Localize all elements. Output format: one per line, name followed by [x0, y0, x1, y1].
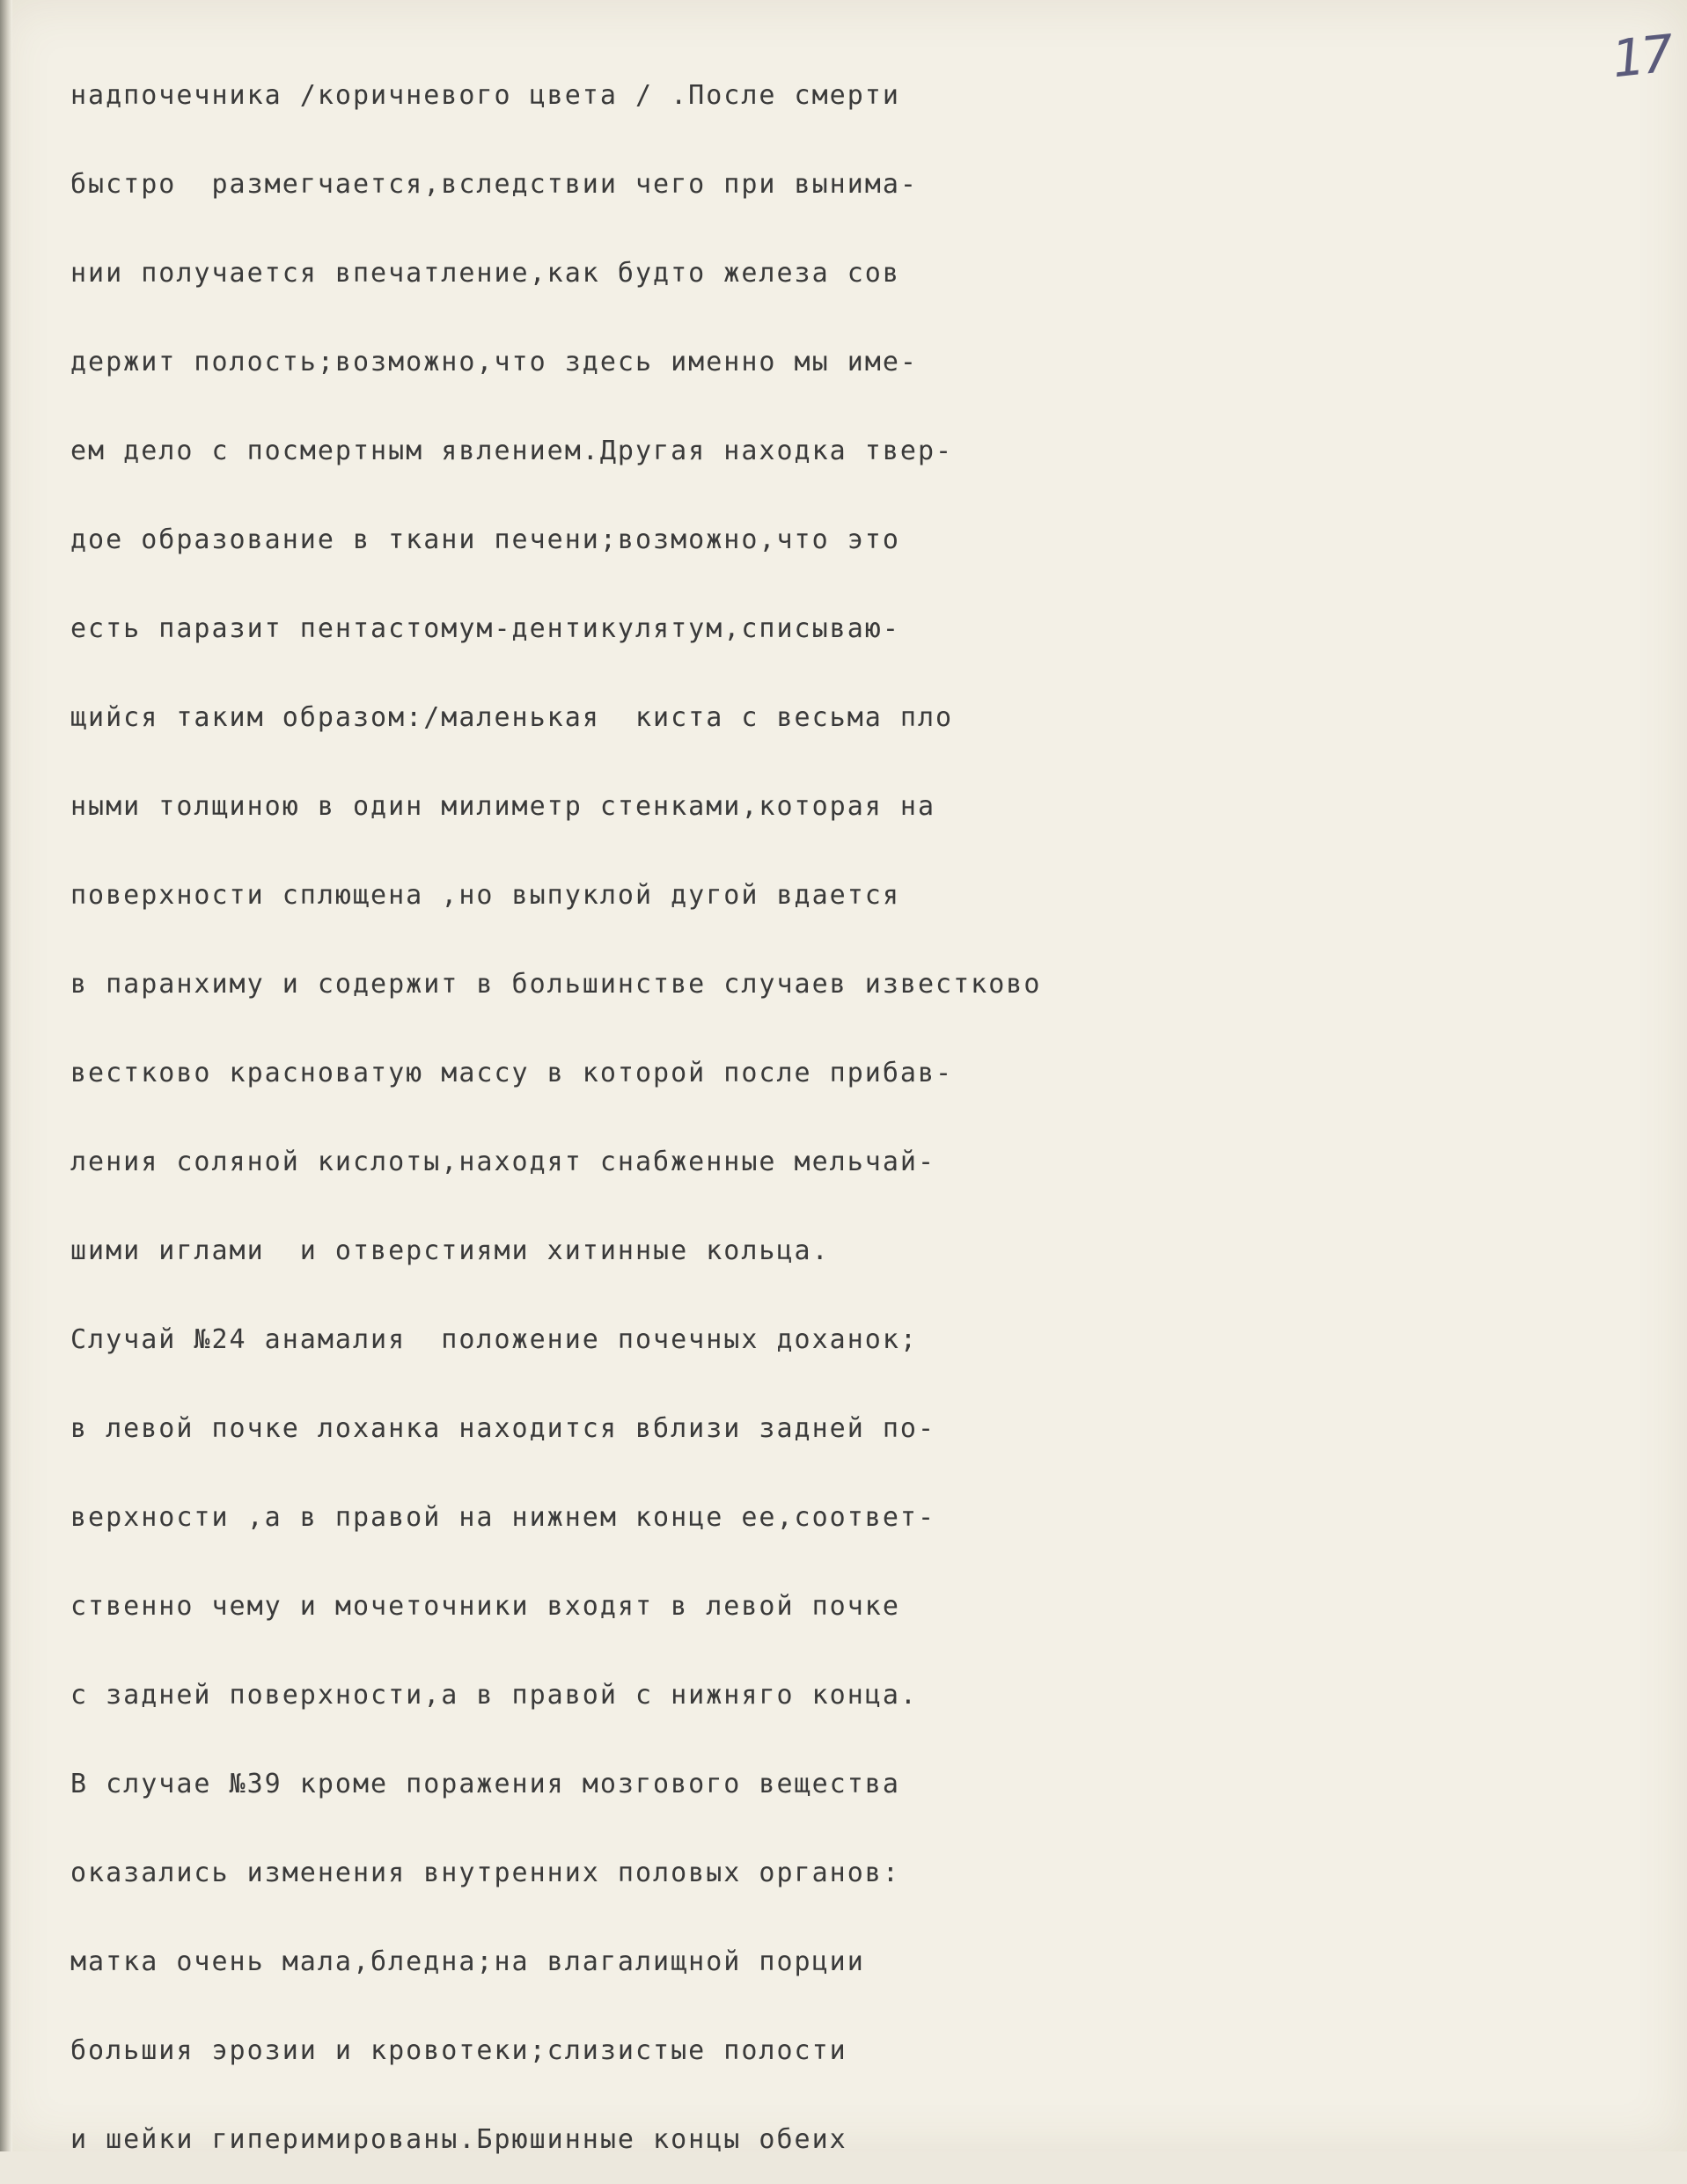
- text-line: щийся таким образом:/маленькая киста с весьма пло: [70, 702, 954, 733]
- typewritten-text: [70, 51, 1681, 2184]
- text-line: держит полость;возможно,что здесь именно мы име-: [70, 347, 918, 377]
- text-line: ственно чему и мочеточники входят в левой почке: [70, 1591, 900, 1622]
- text-line: вестково красноватую массу в которой после прибав-: [70, 1058, 954, 1088]
- text-line: быстро размегчается,вследствии чего при вынима-: [70, 169, 918, 200]
- text-line: оказались изменения внутренних половых органов:: [70, 1858, 900, 1888]
- text-line: поверхности сплющена ,но выпуклой дугой вдается: [70, 880, 900, 911]
- text-line: Случай №24 анамалия положение почечных доханок;: [70, 1324, 918, 1355]
- text-line: надпочечника /коричневого цвета / .После смерти: [70, 80, 900, 111]
- text-line: с задней поверхности,а в правой с нижняго конца.: [70, 1680, 918, 1711]
- text-line: в левой почке лоханка находится вблизи задней по-: [70, 1413, 936, 1444]
- text-line: есть паразит пентастомум-дентикулятум,списываю-: [70, 613, 900, 644]
- text-line: большия эрозии и кровотеки;слизистые полости: [70, 2035, 847, 2066]
- text-line: и шейки гиперимированы.Брюшинные концы обеих: [70, 2124, 847, 2155]
- handwritten-page-number: 17: [1609, 23, 1674, 90]
- text-line: шими иглами и отверстиями хитинные кольца.: [70, 1235, 830, 1266]
- text-line: матка очень мала,бледна;на влагалищной порции: [70, 1946, 865, 1977]
- page-left-edge: [0, 0, 12, 2151]
- text-line: в паранхиму и содержит в большинстве случаев известково: [70, 969, 1042, 1000]
- text-line: ем дело с посмертным явлением.Другая находка твер-: [70, 436, 954, 466]
- text-line: верхности ,а в правой на нижнем конце ее,соответ-: [70, 1502, 936, 1533]
- text-line: нии получается впечатление,как будто железа сов: [70, 258, 900, 289]
- text-line: ными толщиною в один милиметр стенками,которая на: [70, 791, 936, 822]
- text-line: В случае №39 кроме поражения мозгового вещества: [70, 1769, 900, 1799]
- text-line: дое образование в ткани печени;возможно,что это: [70, 524, 900, 555]
- text-line: ления соляной кислоты,находят снабженные мельчай-: [70, 1147, 936, 1177]
